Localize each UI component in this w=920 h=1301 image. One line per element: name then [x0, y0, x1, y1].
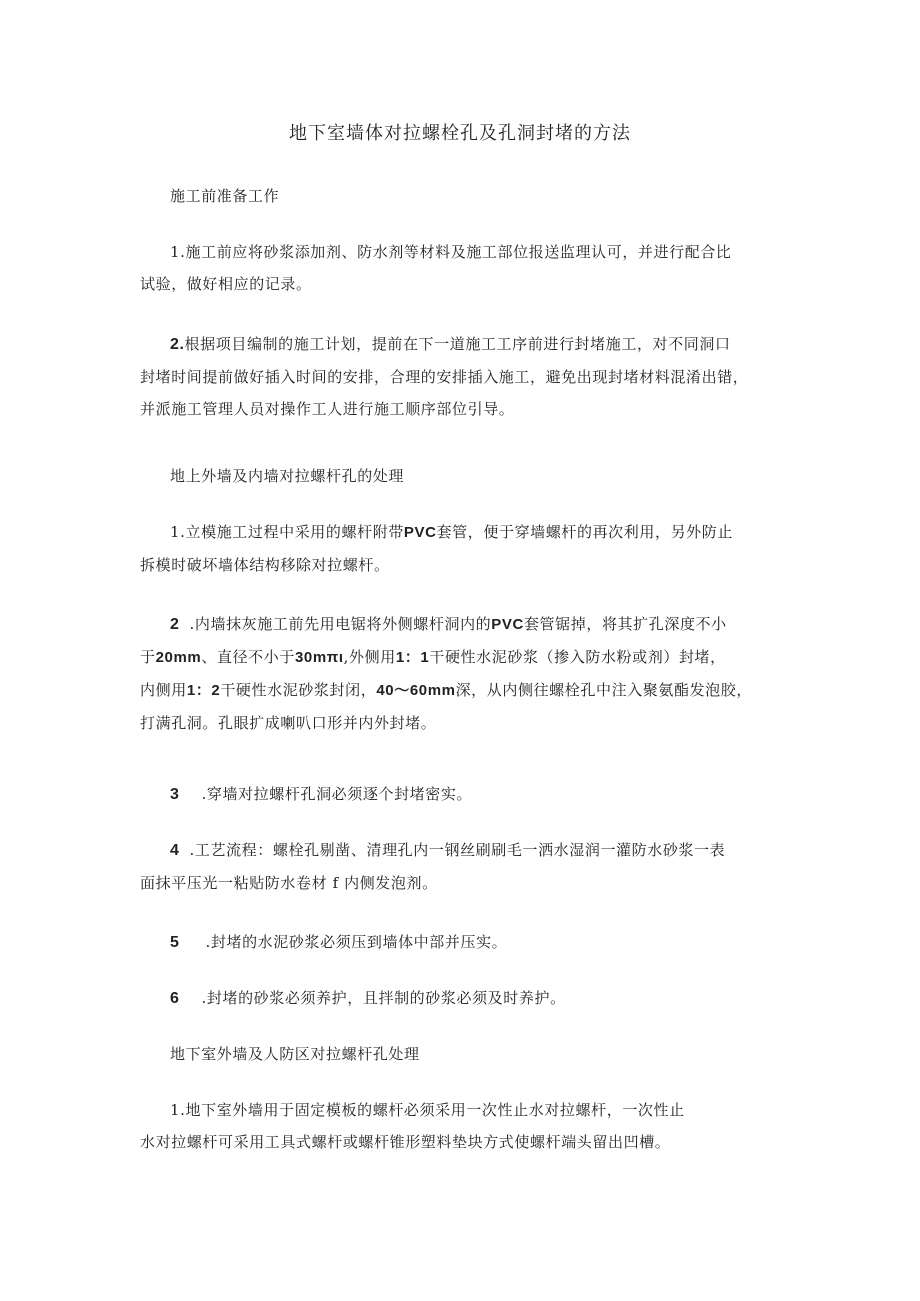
heading-text: 地上外墙及内墙对拉螺杆孔的处理: [170, 467, 405, 485]
paragraph-text: 干硬性水泥砂浆（掺入防水粉或剂）封堵，: [429, 648, 726, 666]
paragraph-line: 1.施工前应将砂浆添加剂、防水剂等材料及施工部位报送监理认可，并进行配合比: [170, 243, 732, 261]
paragraph-s2-4: [140, 834, 790, 899]
paragraph-s2-1: [140, 516, 790, 581]
paragraph-text: 内侧用: [140, 681, 187, 699]
item-number: 2: [170, 616, 180, 633]
item-number: 4: [170, 842, 180, 859]
paragraph-s1-2: [140, 328, 790, 425]
paragraph-line: 水对拉螺杆可采用工具式螺杆或螺杆锥形塑料垫块方式使螺杆端头留出凹槽。: [140, 1133, 671, 1151]
paragraph-s2-6: [140, 982, 790, 1015]
paragraph-s2-5: [140, 926, 790, 959]
item-number: 5: [170, 934, 180, 951]
ratio-value: 1：1: [395, 649, 430, 666]
paragraph-line: 面抹平压光一粘贴防水卷材 f 内侧发泡剂。: [140, 874, 438, 892]
paragraph-line: 并派施工管理人员对操作工人进行施工顺序部位引导。: [140, 400, 515, 418]
heading-text: 地下室外墙及人防区对拉螺杆孔处理: [170, 1045, 420, 1063]
paragraph-text: ,外侧用: [343, 648, 396, 666]
paragraph-line: 1.地下室外墙用于固定模板的螺杆必须采用一次性止水对拉螺杆，一次性止: [170, 1101, 685, 1119]
paragraph-text: 干硬性水泥砂浆封闭，: [220, 681, 377, 699]
paragraph-text: 套管锯掉，将其扩孔深度不小: [523, 615, 727, 633]
paragraph-line: 试验，做好相应的记录。: [140, 275, 312, 293]
section-heading-preparation: [140, 180, 790, 212]
paragraph-text: .穿墙对拉螺杆孔洞必须逐个封堵密实。: [201, 785, 473, 803]
ratio-value: 1：2: [186, 682, 221, 699]
paragraph-text: .封堵的水泥砂浆必须压到墙体中部并压实。: [205, 933, 508, 951]
paragraph-s2-3: [140, 778, 790, 811]
item-number: 6: [170, 990, 180, 1007]
paragraph-text: 深，从内侧往螺栓孔中注入聚氨酯发泡胶，: [455, 681, 752, 699]
paragraph-line: 打满孔洞。孔眼扩成喇叭口形并内外封堵。: [140, 714, 437, 732]
paragraph-text: 1.立模施工过程中采用的螺杆附带: [170, 523, 404, 541]
item-number: 3: [170, 786, 180, 803]
measure-value: 20mm: [155, 649, 202, 666]
heading-text: 施工前准备工作: [170, 187, 280, 205]
paragraph-text: .内墙抹灰施工前先用电锯将外侧螺杆洞内的: [189, 615, 492, 633]
paragraph-text: 于: [140, 648, 156, 666]
paragraph-s1-1: [140, 236, 790, 300]
paragraph-text: 、直径不小于: [201, 648, 295, 666]
measure-value: 40～60mm: [376, 682, 456, 699]
item-number: 2.: [170, 336, 185, 353]
paragraph-s2-2: [140, 608, 790, 739]
document-title: 地下室墙体对拉螺栓孔及孔洞封堵的方法: [289, 123, 631, 144]
paragraph-line: 封堵时间提前做好插入时间的安排，合理的安排插入施工，避免出现封堵材料混淆出错，: [140, 368, 749, 386]
paragraph-text: 套管，便于穿墙螺杆的再次利用，另外防止: [436, 523, 733, 541]
paragraph-s3-1: [140, 1094, 790, 1158]
pvc-term: PVC: [403, 524, 437, 541]
section-heading-basement: [140, 1038, 790, 1070]
section-heading-above-ground: [140, 460, 790, 492]
pvc-term: PVC: [491, 616, 524, 633]
paragraph-text: .封堵的砂浆必须养护，且拌制的砂浆必须及时养护。: [201, 989, 566, 1007]
measure-value: 30mπι: [294, 649, 344, 666]
paragraph-line: 拆模时破坏墙体结构移除对拉螺杆。: [140, 556, 390, 574]
paragraph-line: 根据项目编制的施工计划，提前在下一道施工工序前进行封堵施工，对不同洞口: [184, 335, 731, 353]
paragraph-text: .工艺流程：螺栓孔剔凿、清理孔内一钢丝刷刷毛一洒水湿润一灌防水砂浆一表: [189, 841, 726, 859]
